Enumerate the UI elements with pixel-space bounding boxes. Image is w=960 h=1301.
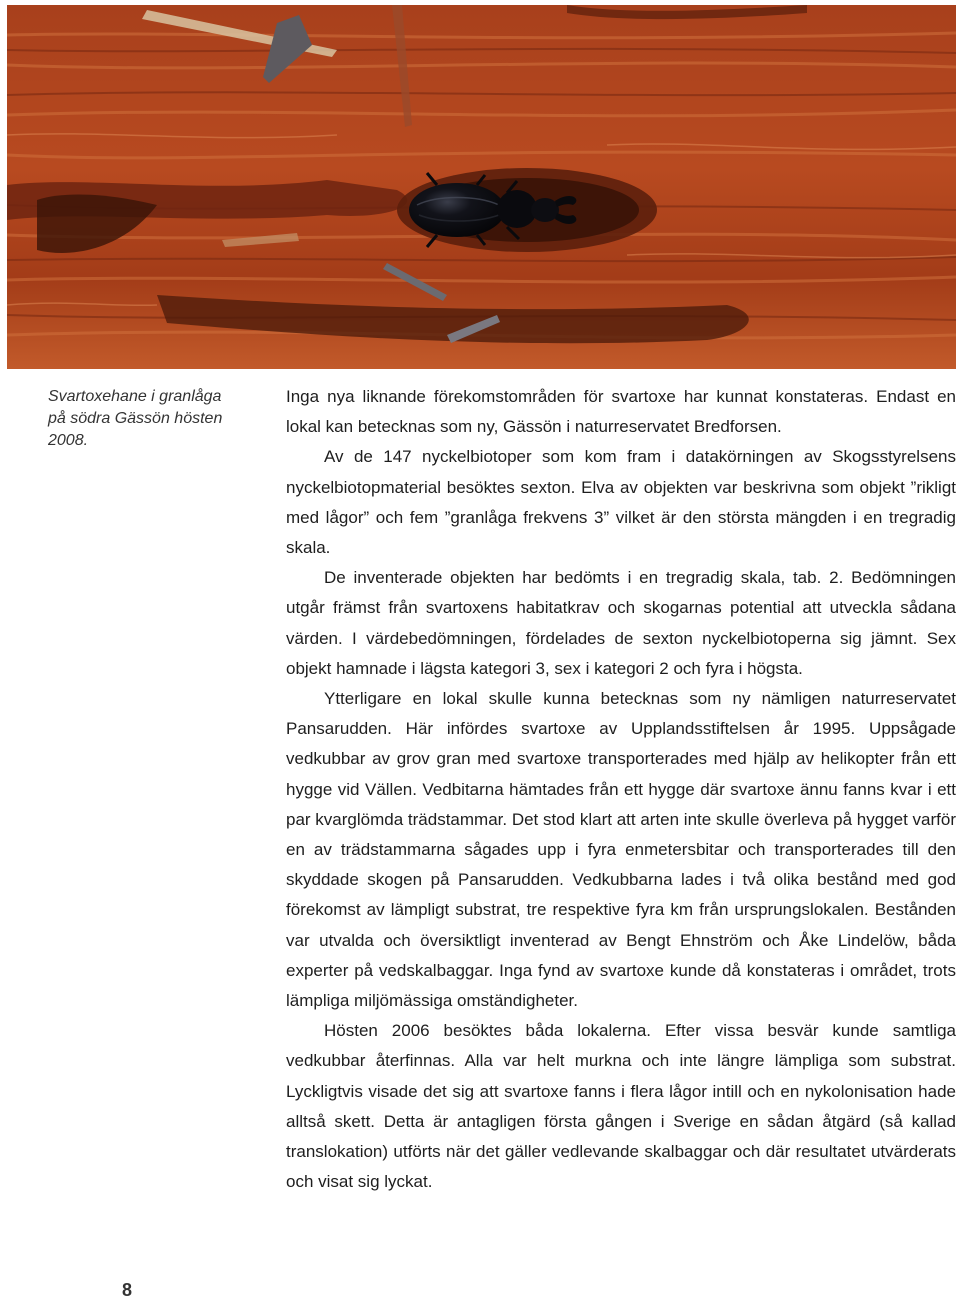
caption-line: på södra Gässön hösten (48, 410, 223, 427)
paragraph: Ytterligare en lokal skulle kunna betecknas som ny nämligen naturreservatet Pansarudden. Här infördes svartoxe av Upplandsstiftelsen år 1995. Uppsågade vedkubbar av grov gran med svartoxe transporterades med hjälp av helikopter från ett hygge vid Vällen. Vedbitarna hämtades från ett hygge där svartoxe ännu fanns kvar i ett par kvarglömda trädstammar. Det stod klart att arten inte skulle överleva på hygget varför en av trädstammarna sågades upp i fyra enmetersbitar och transporterades till den skyddade skogen på Pansarudden. Vedkubbarna lades i två olika bestånd med god förekomst av lämpligt substrat, tre respektive fyra km från ursprungslokalen. Bestånden var utvalda och översiktligt inventerad av Bengt Ehnström och Åke Lindelöw, båda experter på vedskalbaggar. Inga fynd av svartoxe kunde då konstateras i området, trots lämpliga miljömässiga omständigheter. (286, 689, 956, 1011)
caption-line: 2008. (48, 432, 89, 449)
caption-line: Svartoxehane i granlåga (48, 388, 222, 405)
beetle-photo (7, 5, 956, 369)
paragraph: Inga nya liknande förekomstområden för svartoxe har kunnat konstateras. Endast en lokal kan betecknas som ny, Gässön i naturreservatet Bredforsen. (286, 387, 956, 437)
page-number: 8 (122, 1280, 133, 1300)
paragraph: Hösten 2006 besöktes båda lokalerna. Efter vissa besvär kunde samtliga vedkubbar återfinnas. Alla var helt murkna och inte längre lämpliga som substrat. Lyckligtvis visade det sig att svartoxe fanns i flera lågor intill och en nykolonisation hade alltså skett. Detta är antagligen första gången i Sverige en sådan åtgärd (så kallad translokation) utförts när det gäller vedlevande skalbaggar och där resultatet utvärderats och visat sig lyckat. (286, 1021, 956, 1192)
article-body (286, 382, 956, 1197)
paragraph: Av de 147 nyckelbiotoper som kom fram i datakörningen av Skogsstyrelsens nyckelbiotopmaterial besöktes sexton. Elva av objekten var beskrivna som objekt ”rikligt med lågor” och fem ”granlåga frekvens 3” vilket är den största mängden i en tregradig skala. (286, 447, 956, 558)
paragraph: De inventerade objekten har bedömts i en tregradig skala, tab. 2. Bedömningen utgår främst från svartoxens habitatkrav och skogarnas potential att utveckla sådana värden. I värdebedömningen, fördelades de sexton nyckelbiotoperna sig jämnt. Sex objekt hamnade i lägsta kategori 3, sex i kategori 2 och fyra i högsta. (286, 568, 956, 678)
photo-caption (48, 386, 248, 452)
